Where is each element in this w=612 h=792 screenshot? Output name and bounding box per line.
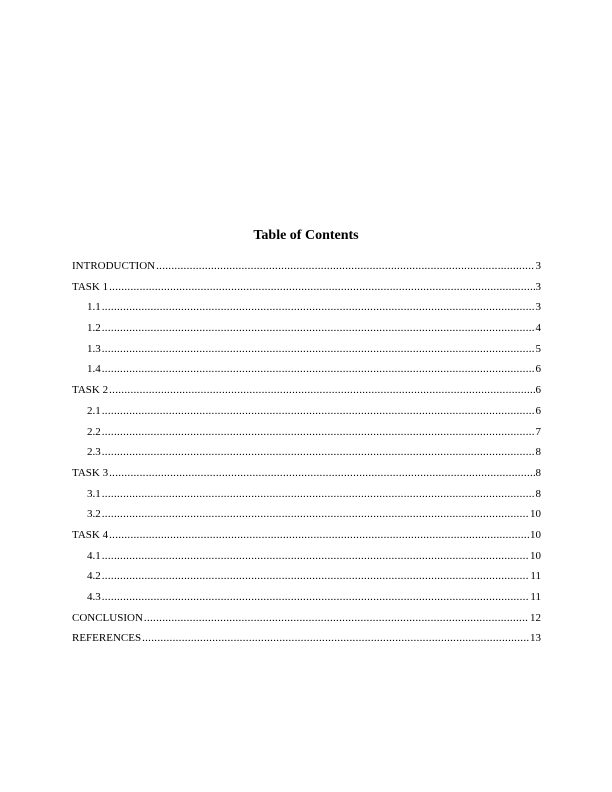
toc-dot-leader — [102, 587, 530, 608]
toc-dot-leader — [109, 277, 534, 298]
toc-dot-leader — [109, 380, 534, 401]
toc-entry[interactable] — [72, 484, 541, 505]
toc-entry-label: TASK 2 — [72, 384, 109, 397]
toc-dot-leader — [102, 422, 535, 443]
toc-entry[interactable] — [72, 525, 541, 546]
toc-dot-leader — [109, 525, 529, 546]
toc-page-number: 11 — [530, 591, 541, 603]
toc-entry[interactable] — [72, 318, 541, 339]
toc-page-number: 10 — [530, 528, 541, 541]
toc-page-number: 4 — [535, 322, 541, 335]
toc-entry[interactable] — [72, 401, 541, 422]
toc-entry-label: 2.2 — [87, 425, 101, 438]
toc-page-number: 12 — [530, 611, 541, 624]
toc-dot-leader — [102, 504, 529, 525]
toc-dot-leader — [156, 256, 534, 277]
toc-entry[interactable] — [72, 277, 541, 298]
toc-dot-leader — [102, 484, 535, 505]
toc-entry-label: 3.2 — [87, 508, 101, 521]
toc-entry[interactable] — [72, 463, 541, 484]
toc-entry[interactable] — [72, 442, 541, 463]
toc-entry[interactable] — [72, 339, 541, 360]
toc-page-number: 8 — [535, 466, 541, 479]
toc-entry[interactable] — [72, 608, 541, 629]
toc-page-number: 6 — [535, 404, 541, 417]
toc-page-number: 3 — [535, 260, 541, 272]
toc-page-number: 3 — [535, 280, 541, 293]
toc-dot-leader — [102, 401, 535, 422]
toc-page-number: 10 — [530, 549, 541, 562]
toc-entry-label: 4.1 — [87, 549, 101, 562]
toc-page-number: 3 — [535, 301, 541, 314]
toc-page-number: 11 — [530, 570, 541, 583]
toc-entry-label: 1.2 — [87, 322, 101, 335]
toc-entry-label: CONCLUSION — [72, 611, 143, 624]
toc-dot-leader — [144, 608, 529, 629]
toc-dot-leader — [142, 628, 529, 649]
table-of-contents — [72, 256, 541, 649]
toc-page-number: 13 — [530, 632, 541, 645]
toc-entry-label: TASK 3 — [72, 466, 109, 479]
toc-entry[interactable] — [72, 504, 541, 525]
toc-dot-leader — [102, 546, 529, 567]
toc-entry-label: 1.1 — [87, 301, 101, 314]
toc-dot-leader — [102, 318, 535, 339]
toc-entry-label: 4.3 — [87, 591, 101, 603]
toc-page-number: 6 — [535, 363, 541, 376]
toc-page-number: 10 — [530, 508, 541, 521]
toc-entry-label: 4.2 — [87, 570, 101, 583]
toc-dot-leader — [102, 339, 535, 360]
toc-page-number: 8 — [535, 446, 541, 459]
toc-entry[interactable] — [72, 297, 541, 318]
toc-title: Table of Contents — [253, 228, 359, 243]
toc-dot-leader — [102, 442, 535, 463]
toc-dot-leader — [102, 359, 535, 380]
toc-entry-label: REFERENCES — [72, 632, 142, 645]
toc-entry[interactable] — [72, 546, 541, 567]
toc-page-number: 8 — [535, 487, 541, 500]
toc-entry-label: 1.3 — [87, 342, 101, 355]
toc-page-number: 5 — [535, 342, 541, 355]
toc-page-number: 7 — [535, 425, 541, 438]
toc-entry[interactable] — [72, 256, 541, 277]
toc-entry-label: 2.1 — [87, 404, 101, 417]
toc-entry-label: 3.1 — [87, 487, 101, 500]
toc-entry-label: TASK 4 — [72, 528, 109, 541]
toc-entry[interactable] — [72, 566, 541, 587]
toc-entry[interactable] — [72, 359, 541, 380]
toc-entry-label: INTRODUCTION — [72, 260, 156, 272]
toc-dot-leader — [102, 297, 535, 318]
toc-dot-leader — [102, 566, 530, 587]
toc-entry-label: TASK 1 — [72, 280, 109, 293]
toc-page-number: 6 — [535, 384, 541, 397]
toc-dot-leader — [109, 463, 534, 484]
toc-entry[interactable] — [72, 380, 541, 401]
toc-entry[interactable] — [72, 422, 541, 443]
toc-entry-label: 2.3 — [87, 446, 101, 459]
toc-entry-label: 1.4 — [87, 363, 101, 376]
toc-entry[interactable] — [72, 628, 541, 649]
toc-entry[interactable] — [72, 587, 541, 608]
